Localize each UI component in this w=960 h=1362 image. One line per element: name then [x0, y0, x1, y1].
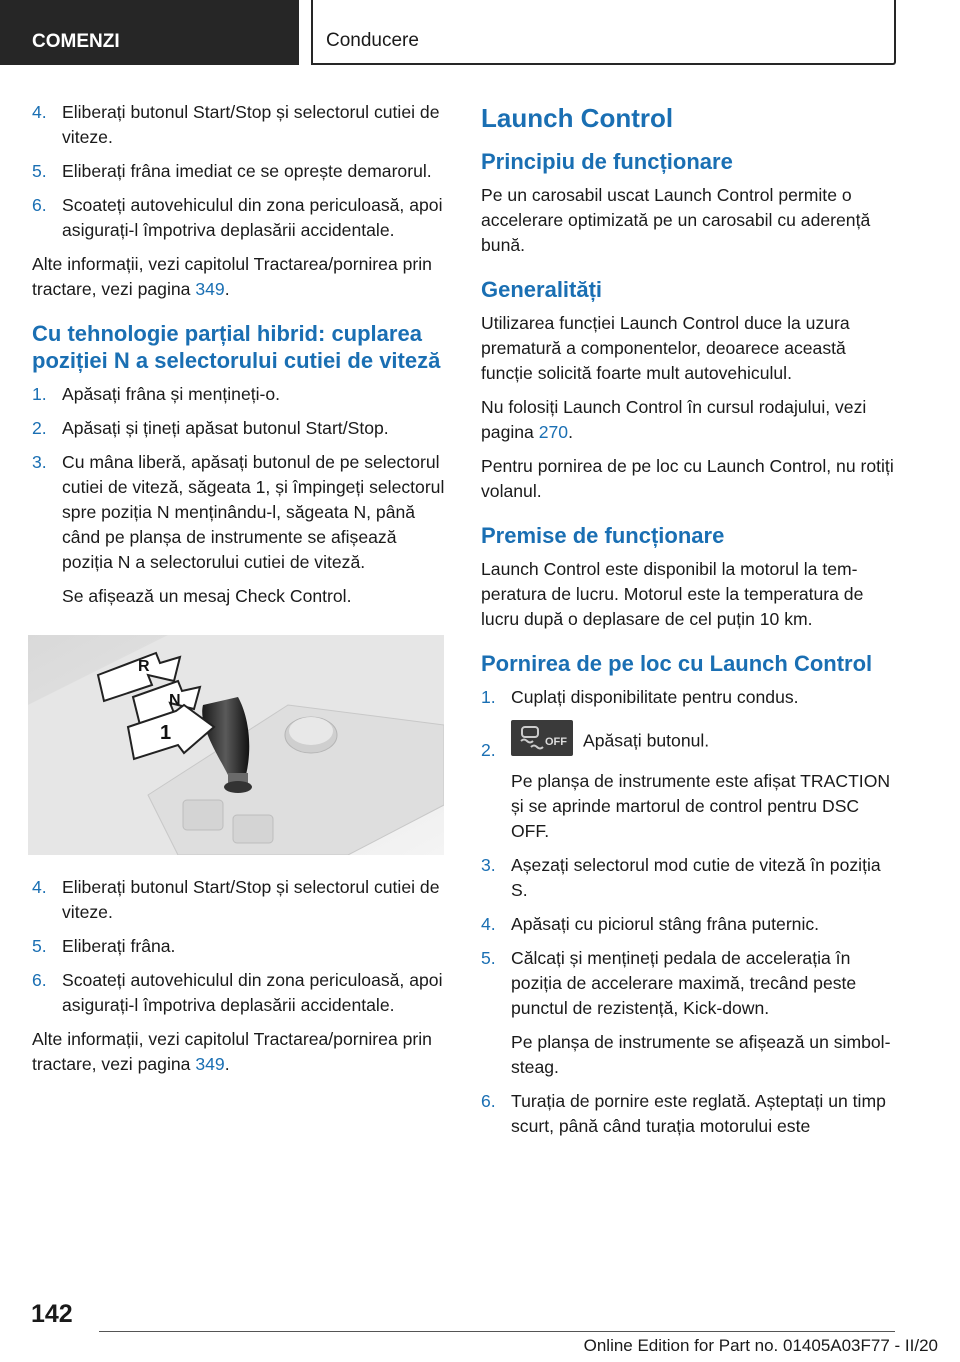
- chapter-title: Conducere: [326, 30, 419, 51]
- arrow-r-label: R: [138, 658, 150, 675]
- heading-principle: Principiu de funcționare: [481, 149, 733, 174]
- footer-divider: [99, 1331, 895, 1332]
- paragraph-premise: Launch Control este disponibil la motorul la temperatura de lucru. Motorul este la temperatura de lucru după o deplasare de cel puțin 10 km.: [481, 559, 864, 629]
- page-title: Launch Control: [481, 103, 674, 133]
- paragraph-general-1: Utilizarea funcției Launch Control duce la uzura prematură a componentelor, deoarece această funcție solicită foarte mult autovehiculul.: [481, 313, 850, 383]
- list-item: 6. Scoateți autovehiculul din zona periculoasă, apoi asigurați-l împotriva deplasării accidentale.: [32, 970, 443, 1015]
- section-heading-hybrid: Cu tehnologie parțial hibrid: cuplarea poziției N a selectorului cutiei de viteză: [32, 321, 441, 373]
- list-item: 4. Eliberați butonul Start/Stop și selectorul cutiei de viteze.: [32, 102, 440, 147]
- heading-premise: Premise de funcționare: [481, 523, 725, 548]
- page-link[interactable]: 349: [195, 1054, 225, 1074]
- right-column: [481, 100, 899, 1148]
- list-item: 2. OFF Apăsați butonul. Pe planșa de instrumente este afișat TRACTION și se aprinde martorul de control pentru DSC OFF.: [481, 724, 899, 844]
- edition-note: Online Edition for Part no. 01405A03F77 - II/20: [583, 1336, 938, 1355]
- paragraph-principle: Pe un carosabil uscat Launch Control permite o accelerare optimizată pe un carosabil cu aderență bună.: [481, 185, 871, 255]
- section-title: COMENZI: [32, 31, 120, 52]
- list-item: 1. Cuplați disponibilitate pentru condus.: [481, 687, 799, 707]
- page-number: 142: [31, 1300, 73, 1328]
- list-item: 4. Eliberați butonul Start/Stop și selectorul cutiei de viteze.: [32, 877, 440, 922]
- launch-steps-list: [481, 685, 899, 1139]
- list-item: 1. Apăsați frâna și mențineți-o.: [32, 384, 281, 404]
- list-item: 6. Turația de pornire este reglată. Așteptați un timp scurt, până când turația motorului este: [481, 1091, 886, 1136]
- paragraph-general-3: Pentru pornirea de pe loc cu Launch Control, nu rotiți volanul.: [481, 456, 894, 501]
- list-item: 4. Apăsați cu piciorul stâng frâna puternic.: [481, 914, 820, 934]
- heading-general: Generalități: [481, 277, 603, 302]
- section-tab: [0, 0, 299, 65]
- arrow-1-label: 1: [160, 722, 172, 744]
- list-item: 2. Apăsați și țineți apăsat butonul Start/Stop.: [32, 418, 389, 438]
- gear-selector-illustration: [28, 635, 444, 855]
- steps-list-1: [32, 100, 450, 243]
- off-label: OFF: [545, 736, 567, 748]
- steps-list-3: [32, 875, 450, 1018]
- paragraph-more-info-1: Alte informații, vezi capitolul Tractarea/pornirea prin tractare, vezi pagina 349.: [32, 254, 432, 299]
- page-link[interactable]: 349: [195, 279, 225, 299]
- paragraph-general-2: Nu folosiți Launch Control în cursul rodajului, vezi pagina 270.: [481, 397, 867, 442]
- gear-selector-drawing: [28, 635, 444, 855]
- arrow-n-label: N: [169, 692, 181, 709]
- list-item: 5. Călcați și mențineți pedala de accelerația în poziția de accelerare maximă, trecând peste punctul de rezistență, Kick-down. Pe planșa de instrumente se afișează un simbol-steag.: [481, 948, 891, 1077]
- left-column: [32, 100, 450, 1086]
- list-item: 5. Eliberați frâna imediat ce se oprește demarorul.: [32, 161, 432, 181]
- heading-launch-start: Pornirea de pe loc cu Launch Control: [481, 651, 873, 676]
- paragraph-more-info-2: Alte informații, vezi capitolul Tractarea/pornirea prin tractare, vezi pagina 349.: [32, 1029, 432, 1074]
- list-item: 5. Eliberați frâna.: [32, 936, 176, 956]
- dsc-off-button-icon: [511, 720, 573, 756]
- traction-car-icon: [515, 723, 549, 753]
- chapter-tab: [311, 0, 896, 65]
- steps-list-2: [32, 382, 450, 609]
- list-item: 6. Scoateți autovehiculul din zona periculoasă, apoi asigurați-l împotriva deplasării accidentale.: [32, 195, 443, 240]
- list-item: 3. Așezați selectorul mod cutie de viteză în poziția S.: [481, 855, 881, 900]
- page-link[interactable]: 270: [538, 422, 569, 442]
- list-item: 3. Cu mâna liberă, apăsați butonul de pe selectorul cutiei de viteză, săgeata 1, și împingeți selectorul spre poziția N menținându-l, săgeata N, până când pe planșa de instrumente se afișează poziția N a selectorului cutiei de viteză. Se afișează un mesaj Check Control.: [32, 452, 445, 606]
